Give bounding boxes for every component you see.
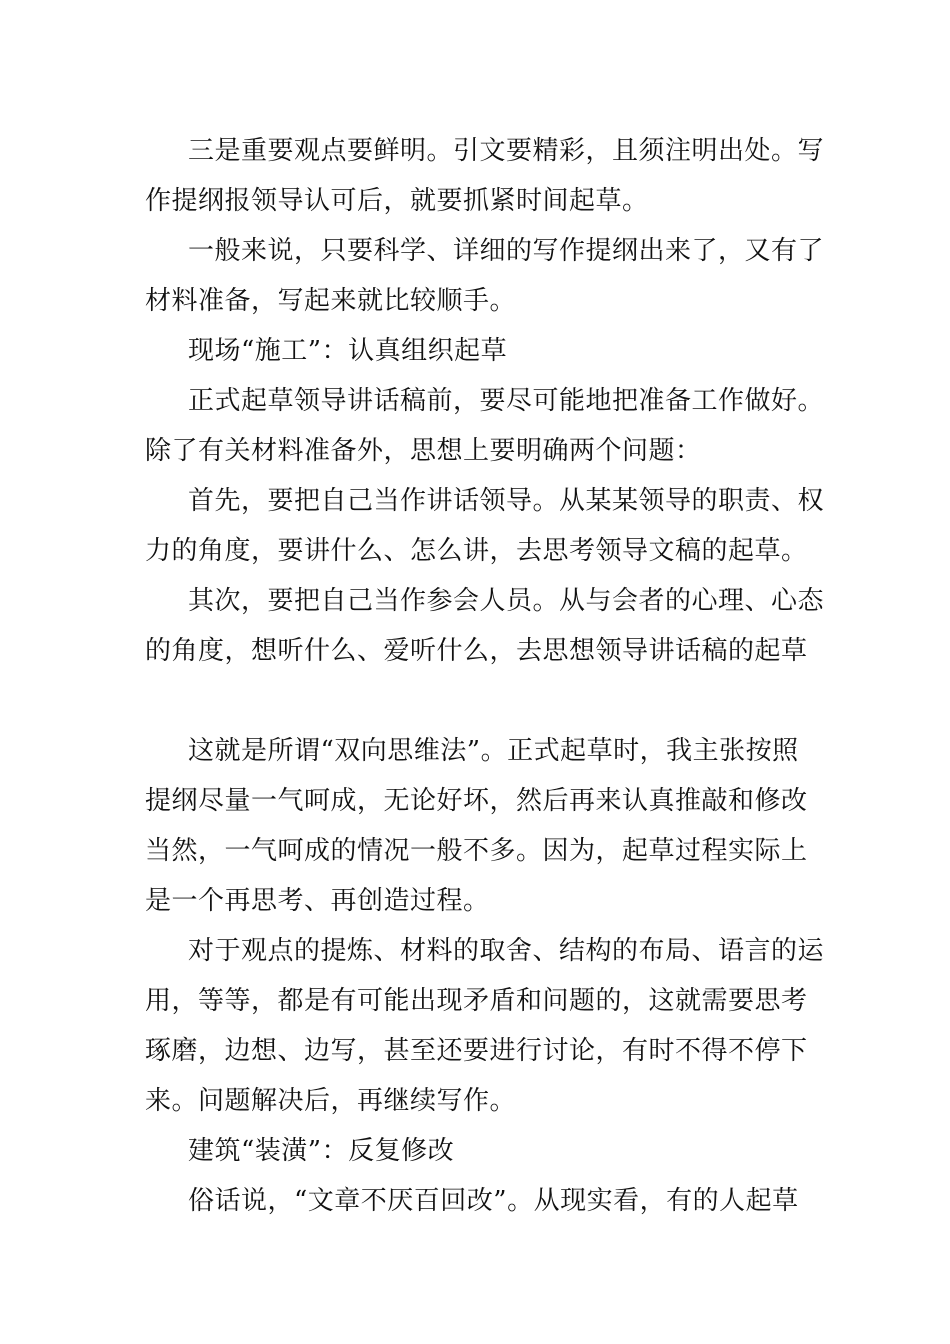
text-line: 其次，要把自己当作参会人员。从与会者的心理、心态 <box>188 586 825 616</box>
text-line: 首先，要把自己当作讲话领导。从某某领导的职责、权 <box>188 486 825 516</box>
text-line: 除了有关材料准备外，思想上要明确两个问题： <box>145 436 702 466</box>
text-line: 对于观点的提炼、材料的取舍、结构的布局、语言的运 <box>188 936 825 966</box>
text-line: 提纲尽量一气呵成，无论好坏，然后再来认真推敲和修改 <box>145 786 808 816</box>
text-line: 正式起草领导讲话稿前，要尽可能地把准备工作做好。 <box>188 386 825 416</box>
text-line: 材料准备，写起来就比较顺手。 <box>145 286 517 316</box>
section-heading: 现场“施工”：认真组织起草 <box>188 336 508 366</box>
text-line: 俗话说，“文章不厌百回改”。从现实看，有的人起草 <box>188 1186 799 1216</box>
text-line: 作提纲报领导认可后，就要抓紧时间起草。 <box>145 186 649 216</box>
section-heading: 建筑“装潢”：反复修改 <box>188 1136 455 1166</box>
text-line: 一般来说，只要科学、详细的写作提纲出来了，又有了 <box>188 236 825 266</box>
text-line: 力的角度，要讲什么、怎么讲，去思考领导文稿的起草。 <box>145 536 808 566</box>
text-line: 当然，一气呵成的情况一般不多。因为，起草过程实际上 <box>145 836 808 866</box>
text-line: 的角度，想听什么、爱听什么，去思想领导讲话稿的起草 <box>145 636 808 666</box>
text-line: 用，等等，都是有可能出现矛盾和问题的，这就需要思考 <box>145 986 808 1016</box>
text-line: 琢磨，边想、边写，甚至还要进行讨论，有时不得不停下 <box>145 1036 808 1066</box>
text-line: 来。问题解决后，再继续写作。 <box>145 1086 517 1116</box>
text-line: 三是重要观点要鲜明。引文要精彩，且须注明出处。写 <box>188 136 825 166</box>
text-line: 是一个再思考、再创造过程。 <box>145 886 490 916</box>
text-line: 这就是所谓“双向思维法”。正式起草时，我主张按照 <box>188 736 799 766</box>
